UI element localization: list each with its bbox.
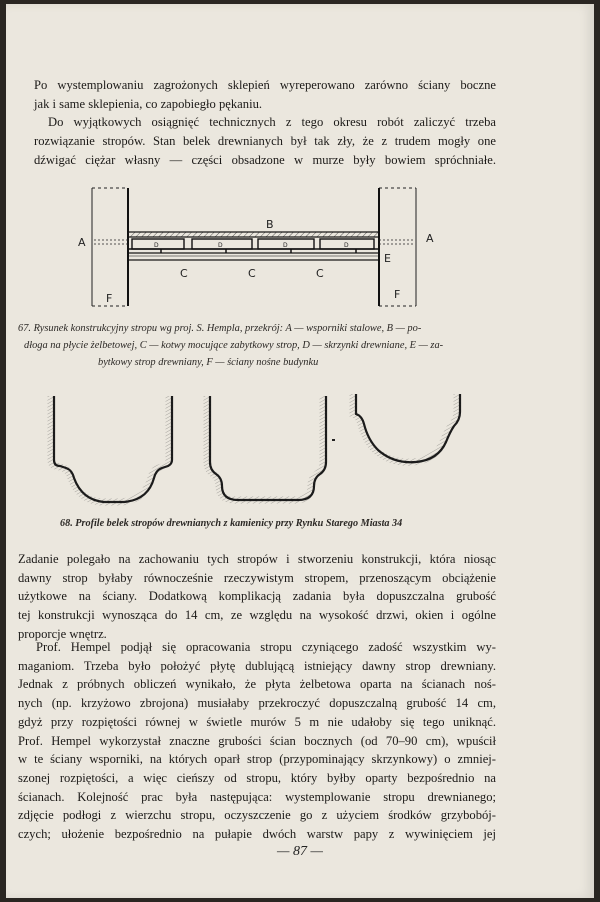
beam-profile-3 bbox=[356, 394, 460, 462]
text-line: dawny strop byłaby równocześnie rzeczywistym stropem, przenoszącym obciążenie bbox=[18, 570, 496, 585]
left-wall bbox=[92, 188, 128, 306]
caption-line: 67. Rysunek konstrukcyjny stropu wg proj. S. Hempla, przekrój: A — wsporniki stalowe, B — po- bbox=[18, 323, 422, 334]
text-line: proporcje wnętrz. bbox=[18, 626, 107, 641]
label-d: D bbox=[218, 242, 223, 249]
text-line: Prof. Hempel podjął się opracowania stropu czyniącego zadość wszystkim wy- bbox=[36, 640, 496, 654]
caption-line: 68. Profile belek stropów drewnianych z kamienicy przy Rynku Starego Miasta 34 bbox=[60, 518, 403, 529]
floor-slab bbox=[128, 232, 379, 237]
text-line: dźwigać ciężar własny — części obsadzone w murze były bowiem spróchniałe. bbox=[34, 152, 496, 167]
label-f-left: F bbox=[106, 292, 113, 305]
text-line: tej konstrukcji wynosząca do 14 cm, ze względu na wysokość drzwi, okien i ogólne bbox=[18, 608, 496, 623]
label-c: C bbox=[248, 267, 256, 280]
label-c: C bbox=[180, 267, 188, 280]
label-a-right: A bbox=[426, 232, 434, 245]
figure-68-caption bbox=[60, 515, 402, 532]
book-page bbox=[6, 4, 594, 898]
hatch bbox=[207, 396, 323, 500]
text-line: użytkowe na ściany. Dodatkową komplikacją zadania była dopuszczalna grubość bbox=[18, 589, 496, 604]
hatch bbox=[353, 394, 457, 462]
text-line: zdjęcie podłogi z wierzchu stropu, oczyszczenie go z użyciem środków grzybobój- bbox=[18, 808, 496, 823]
old-wooden-ceiling bbox=[128, 253, 379, 260]
text-line: w te ściany wsporniki, na których oparł strop (przypominający skrzynkowy) o zmniej- bbox=[18, 752, 496, 767]
label-a-left: A bbox=[78, 236, 86, 249]
text-line: szonej rozpiętości, a więc cieńszy od stropu, który byłby oparty bezpośrednio na bbox=[18, 770, 496, 785]
hatch bbox=[51, 396, 169, 502]
label-d: D bbox=[344, 242, 349, 249]
text-line: ścianach. Kolejność prac była następująca: wystemplowanie stropu drewnianego; bbox=[18, 789, 496, 804]
caption-line: bytkowy strop drewniany, F — ściany nośne budynku bbox=[98, 357, 319, 368]
text-line: czych; ułożenie bezpośrednio na pułapie dwóch warstw papy z wywinięciem jej bbox=[18, 827, 496, 842]
label-e: E bbox=[384, 252, 391, 265]
figure-68-beam-profiles bbox=[44, 390, 474, 512]
text-line: Jednak z próbnych obliczeń wynikało, że płyta żelbetowa oparta na ścianach noś- bbox=[18, 677, 496, 692]
figure-67-caption bbox=[18, 320, 443, 371]
paragraph-bottom bbox=[18, 638, 496, 844]
text-line: Do wyjątkowych osiągnięć technicznych z tego okresu robót zaliczyć trzeba bbox=[48, 115, 496, 130]
text-line: gdyż przy rozpiętości równej w świetle murów 5 m nie udałoby się tego uniknąć. bbox=[18, 714, 496, 729]
text-line: jak i same sklepienia, co zapobiegło pękaniu. bbox=[34, 96, 263, 111]
paragraph-middle bbox=[18, 550, 496, 644]
label-f-right: F bbox=[394, 288, 401, 301]
page-number: — 87 — bbox=[277, 844, 323, 859]
text-line: Zadanie polegało na zachowaniu tych stropów i stworzeniu konstrukcji, która niosąc bbox=[18, 552, 496, 566]
figure-67-construction-drawing bbox=[66, 182, 436, 312]
caption-line: dłoga na płycie żelbetowej, C — kotwy mocujące zabytkowy strop, D — skrzynki drewniane, E — za- bbox=[24, 340, 444, 351]
wooden-boxes bbox=[128, 239, 379, 249]
paragraph-top bbox=[34, 76, 496, 170]
text-line: Prof. Hempel wykorzystał znaczne grubości ścian bocznych (od 70–90 cm), wpuścił bbox=[18, 733, 496, 748]
text-line: maganiom. Trzeba było położyć płytę dublującą istniejący dawny strop drewniany. bbox=[18, 658, 496, 673]
label-d: D bbox=[283, 242, 288, 249]
label-d: D bbox=[154, 242, 159, 249]
text-line: nych (np. krzyżowo zbrojona) musiałaby przekroczyć dopuszczalną grubość 14 cm, bbox=[18, 696, 496, 711]
text-line: Po wystemplowaniu zagrożonych sklepień wyreperowano zarówno ściany boczne bbox=[34, 78, 496, 92]
text-line: rozwiązanie stropów. Stan belek drewnianych był tak zły, że z trudem mogły one bbox=[34, 134, 496, 149]
label-b: B bbox=[266, 218, 274, 231]
label-c: C bbox=[316, 267, 324, 280]
